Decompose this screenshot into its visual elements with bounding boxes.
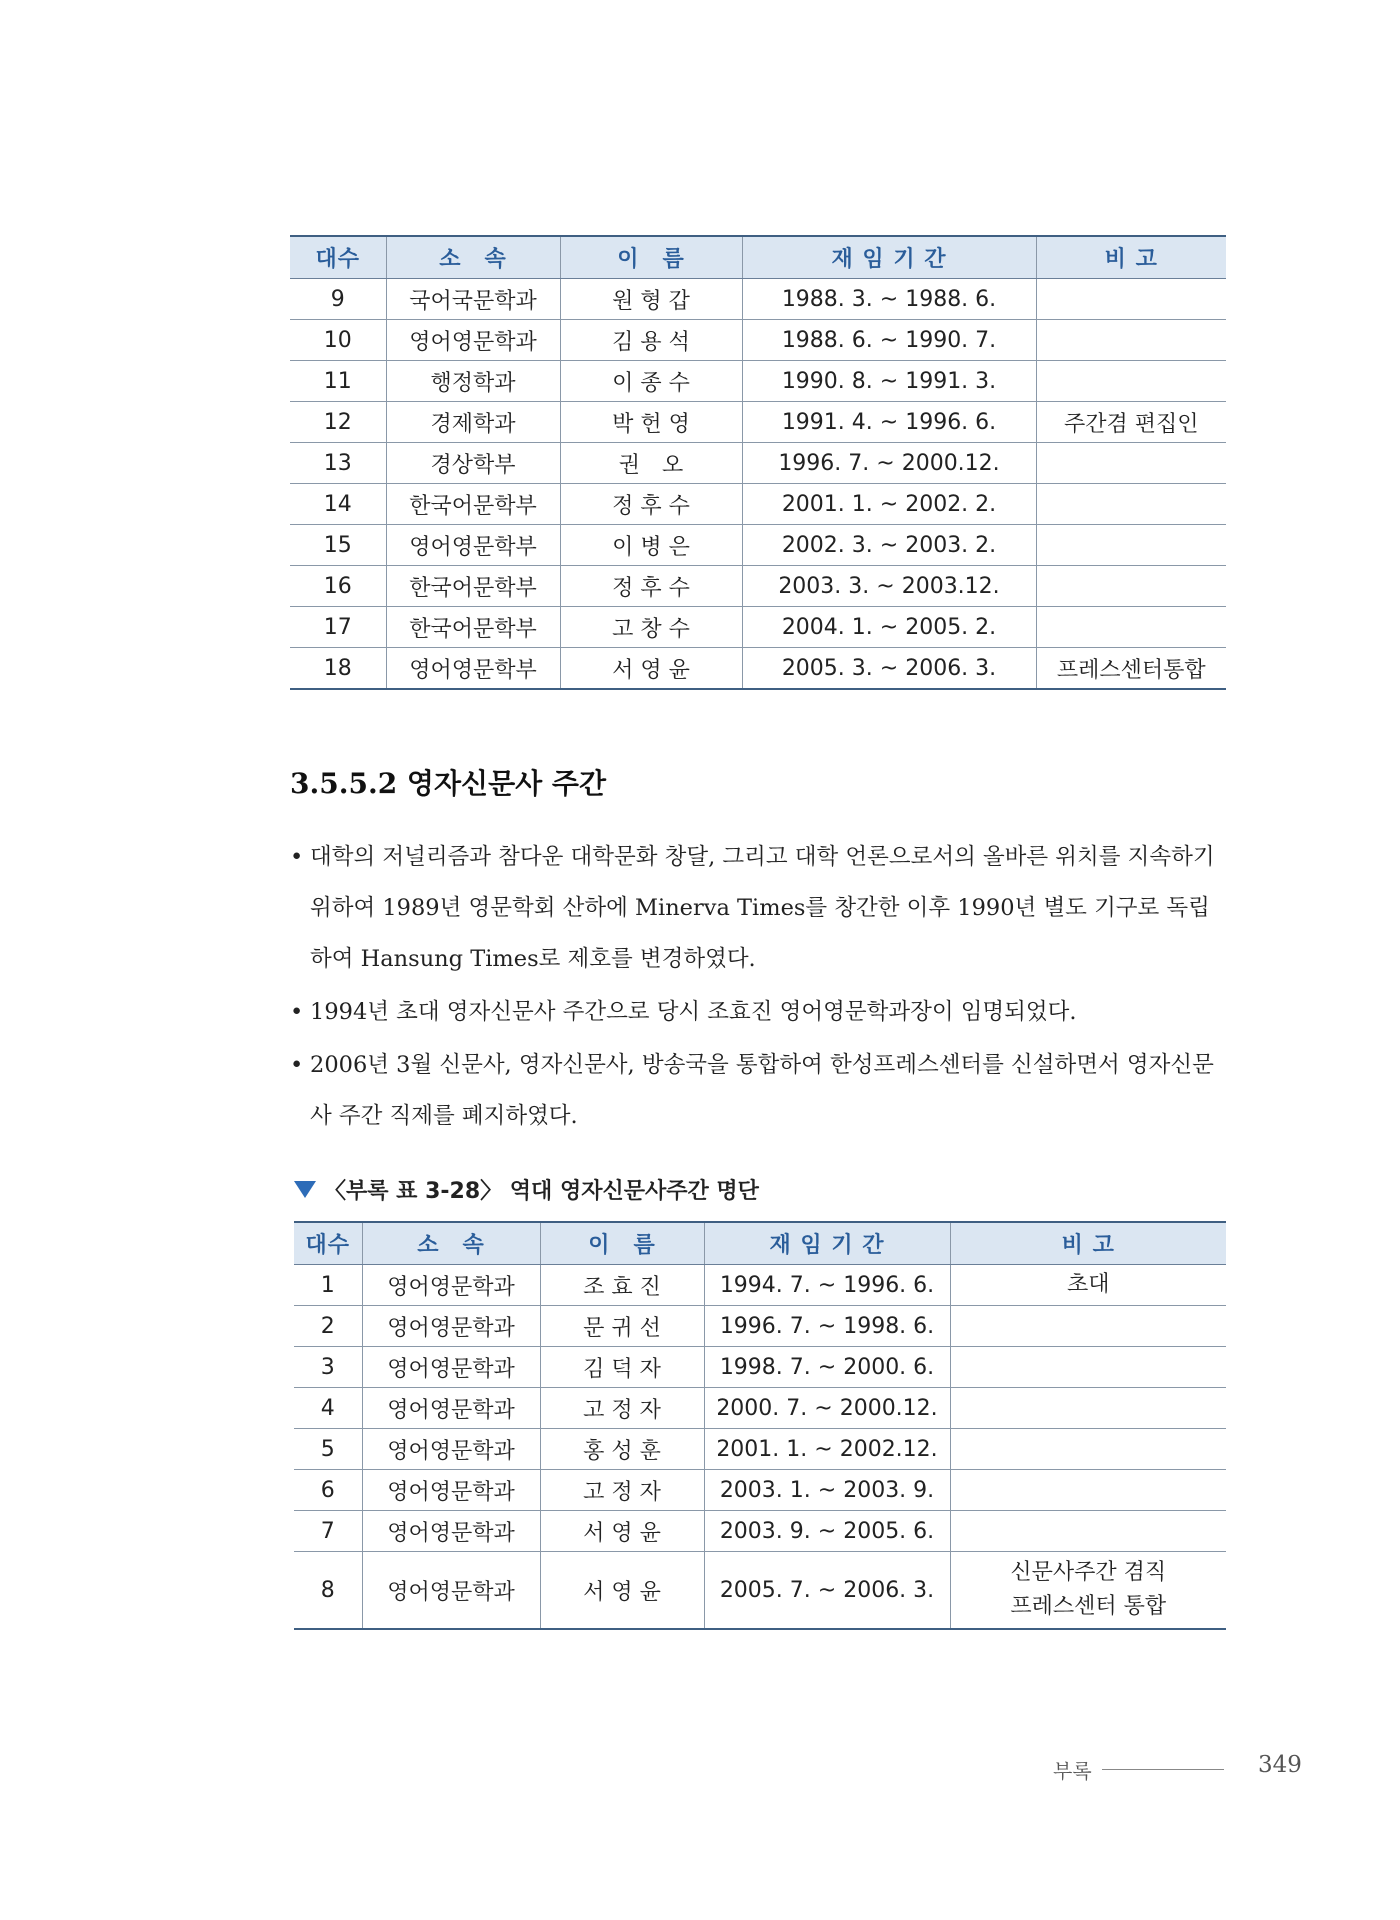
- cell-number: 3: [294, 1347, 362, 1388]
- cell-number: 9: [290, 279, 386, 320]
- cell-period: 2003. 9. ~ 2005. 6.: [704, 1511, 950, 1552]
- cell-period: 1990. 8. ~ 1991. 3.: [742, 361, 1036, 402]
- cell-note: [950, 1470, 1226, 1511]
- cell-note-line: 신문사주간 겸직: [1010, 1560, 1167, 1585]
- cell-department: 영어영문학과: [386, 320, 560, 361]
- cell-note: [950, 1265, 1226, 1306]
- cell-name: 고 정 자: [540, 1388, 704, 1429]
- cell-note: [1036, 361, 1226, 402]
- header-number: 대수: [294, 1222, 362, 1265]
- bullet-list: [290, 832, 1226, 1144]
- cell-note-line: 초대: [1066, 1272, 1110, 1297]
- table-row: [290, 484, 1226, 525]
- cell-note: [950, 1429, 1226, 1470]
- cell-department: 한국어문학부: [386, 566, 560, 607]
- cell-number: 12: [290, 402, 386, 443]
- cell-department: 국어국문학과: [386, 279, 560, 320]
- bullet-text: 1994년 초대 영자신문사 주간으로 당시 조효진 영어영문학과장이 임명되었다.: [310, 999, 1077, 1025]
- cell-number: 8: [294, 1552, 362, 1630]
- cell-period: 1988. 3. ~ 1988. 6.: [742, 279, 1036, 320]
- cell-number: 14: [290, 484, 386, 525]
- cell-period: 2004. 1. ~ 2005. 2.: [742, 607, 1036, 648]
- header-name: 이 름: [560, 236, 742, 279]
- cell-name: 박 헌 영: [560, 402, 742, 443]
- cell-note: 프레스센터통합: [1036, 648, 1226, 690]
- cell-note: [1036, 279, 1226, 320]
- cell-period: 2005. 7. ~ 2006. 3.: [704, 1552, 950, 1630]
- cell-name: 김 덕 자: [540, 1347, 704, 1388]
- table-header: [294, 1222, 1226, 1265]
- bullet-marker: •: [290, 999, 304, 1025]
- cell-name: 홍 성 훈: [540, 1429, 704, 1470]
- cell-period: 1998. 7. ~ 2000. 6.: [704, 1347, 950, 1388]
- bullet-marker: •: [290, 844, 304, 870]
- cell-number: 4: [294, 1388, 362, 1429]
- cell-period: 2001. 1. ~ 2002.12.: [704, 1429, 950, 1470]
- cell-department: 영어영문학과: [362, 1511, 540, 1552]
- cell-period: 2002. 3. ~ 2003. 2.: [742, 525, 1036, 566]
- bullet-item: [290, 832, 1226, 985]
- bullet-marker: •: [290, 1052, 304, 1078]
- cell-note-line: 프레스센터 통합: [1010, 1594, 1167, 1619]
- cell-number: 10: [290, 320, 386, 361]
- cell-period: 1988. 6. ~ 1990. 7.: [742, 320, 1036, 361]
- cell-name: 원 형 갑: [560, 279, 742, 320]
- cell-department: 영어영문학과: [362, 1470, 540, 1511]
- appendix-table-continued: [290, 235, 1226, 690]
- table-caption-text: 〈부록 표 3-28〉 역대 영자신문사주간 명단: [324, 1179, 759, 1204]
- cell-number: 1: [294, 1265, 362, 1306]
- table-row: [290, 525, 1226, 566]
- cell-number: 15: [290, 525, 386, 566]
- table-row: [290, 648, 1226, 690]
- cell-department: 영어영문학부: [386, 648, 560, 690]
- cell-period: 2001. 1. ~ 2002. 2.: [742, 484, 1036, 525]
- cell-name: 조 효 진: [540, 1265, 704, 1306]
- header-note: 비 고: [1036, 236, 1226, 279]
- cell-department: 경제학과: [386, 402, 560, 443]
- cell-period: 1991. 4. ~ 1996. 6.: [742, 402, 1036, 443]
- cell-note: [950, 1347, 1226, 1388]
- table-row: [294, 1511, 1226, 1552]
- cell-name: 권 오: [560, 443, 742, 484]
- cell-note: [950, 1306, 1226, 1347]
- bullet-item: [290, 1040, 1226, 1142]
- cell-number: 17: [290, 607, 386, 648]
- table-row: [294, 1429, 1226, 1470]
- cell-period: 2000. 7. ~ 2000.12.: [704, 1388, 950, 1429]
- cell-department: 한국어문학부: [386, 607, 560, 648]
- cell-period: 1996. 7. ~ 2000.12.: [742, 443, 1036, 484]
- cell-note: 주간겸 편집인: [1036, 402, 1226, 443]
- cell-name: 김 용 석: [560, 320, 742, 361]
- footer-section-label: 부록: [1053, 1759, 1092, 1783]
- cell-department: 영어영문학부: [386, 525, 560, 566]
- editors-table: [294, 1221, 1226, 1630]
- cell-period: 1994. 7. ~ 1996. 6.: [704, 1265, 950, 1306]
- table-header: [290, 236, 1226, 279]
- table-row: [290, 607, 1226, 648]
- cell-name: 정 후 수: [560, 566, 742, 607]
- section-heading: 3.5.5.2 영자신문사 주간: [290, 767, 607, 800]
- table-row: [294, 1306, 1226, 1347]
- cell-number: 2: [294, 1306, 362, 1347]
- header-number: 대수: [290, 236, 386, 279]
- cell-note: [1036, 566, 1226, 607]
- cell-name: 정 후 수: [560, 484, 742, 525]
- table-row: [290, 443, 1226, 484]
- table-row: [294, 1552, 1226, 1630]
- cell-name: 문 귀 선: [540, 1306, 704, 1347]
- table-row: [294, 1347, 1226, 1388]
- header-department: 소 속: [362, 1222, 540, 1265]
- cell-department: 경상학부: [386, 443, 560, 484]
- cell-number: 5: [294, 1429, 362, 1470]
- table-body: [290, 279, 1226, 690]
- cell-number: 18: [290, 648, 386, 690]
- table-row: [294, 1388, 1226, 1429]
- cell-note: [1036, 525, 1226, 566]
- cell-note: [1036, 607, 1226, 648]
- table-row: [290, 566, 1226, 607]
- triangle-down-icon: [294, 1181, 316, 1198]
- table-row: [294, 1265, 1226, 1306]
- cell-number: 6: [294, 1470, 362, 1511]
- cell-number: 7: [294, 1511, 362, 1552]
- cell-note: [950, 1511, 1226, 1552]
- header-note: 비 고: [950, 1222, 1226, 1265]
- cell-department: 영어영문학과: [362, 1429, 540, 1470]
- cell-number: 13: [290, 443, 386, 484]
- bullet-item: [290, 987, 1226, 1038]
- table-caption: [294, 1174, 759, 1205]
- cell-name: 서 영 윤: [540, 1552, 704, 1630]
- cell-name: 이 종 수: [560, 361, 742, 402]
- table-row: [290, 402, 1226, 443]
- cell-department: 영어영문학과: [362, 1265, 540, 1306]
- cell-note: [1036, 443, 1226, 484]
- header-period: 재 임 기 간: [742, 236, 1036, 279]
- cell-period: 1996. 7. ~ 1998. 6.: [704, 1306, 950, 1347]
- cell-department: 영어영문학과: [362, 1347, 540, 1388]
- table-body: [294, 1265, 1226, 1630]
- cell-note: [950, 1552, 1226, 1630]
- cell-number: 11: [290, 361, 386, 402]
- cell-department: 행정학과: [386, 361, 560, 402]
- header-period: 재 임 기 간: [704, 1222, 950, 1265]
- table-row: [290, 320, 1226, 361]
- cell-name: 고 정 자: [540, 1470, 704, 1511]
- table-row: [290, 361, 1226, 402]
- bullet-text: 대학의 저널리즘과 참다운 대학문화 창달, 그리고 대학 언론으로서의 올바른 위치를 지속하기 위하여 1989년 영문학회 산하에 Minerva Times를 창간한 이후 1990년 별도 기구로 독립하여 Hansung Times로 제호를 변경하였다.: [310, 844, 1215, 972]
- table-row: [294, 1470, 1226, 1511]
- cell-note: [950, 1388, 1226, 1429]
- cell-department: 영어영문학과: [362, 1306, 540, 1347]
- cell-name: 이 병 은: [560, 525, 742, 566]
- footer-divider: [1102, 1769, 1224, 1770]
- cell-period: 2003. 3. ~ 2003.12.: [742, 566, 1036, 607]
- cell-number: 16: [290, 566, 386, 607]
- cell-name: 서 영 윤: [560, 648, 742, 690]
- page-number: 349: [1258, 1752, 1302, 1778]
- cell-department: 영어영문학과: [362, 1388, 540, 1429]
- cell-name: 서 영 윤: [540, 1511, 704, 1552]
- cell-note: [1036, 320, 1226, 361]
- table-row: [290, 279, 1226, 320]
- cell-note: [1036, 484, 1226, 525]
- cell-period: 2003. 1. ~ 2003. 9.: [704, 1470, 950, 1511]
- cell-department: 한국어문학부: [386, 484, 560, 525]
- cell-period: 2005. 3. ~ 2006. 3.: [742, 648, 1036, 690]
- cell-department: 영어영문학과: [362, 1552, 540, 1630]
- bullet-text: 2006년 3월 신문사, 영자신문사, 방송국을 통합하여 한성프레스센터를 신설하면서 영자신문사 주간 직제를 폐지하였다.: [310, 1052, 1214, 1129]
- cell-name: 고 창 수: [560, 607, 742, 648]
- header-name: 이 름: [540, 1222, 704, 1265]
- header-department: 소 속: [386, 236, 560, 279]
